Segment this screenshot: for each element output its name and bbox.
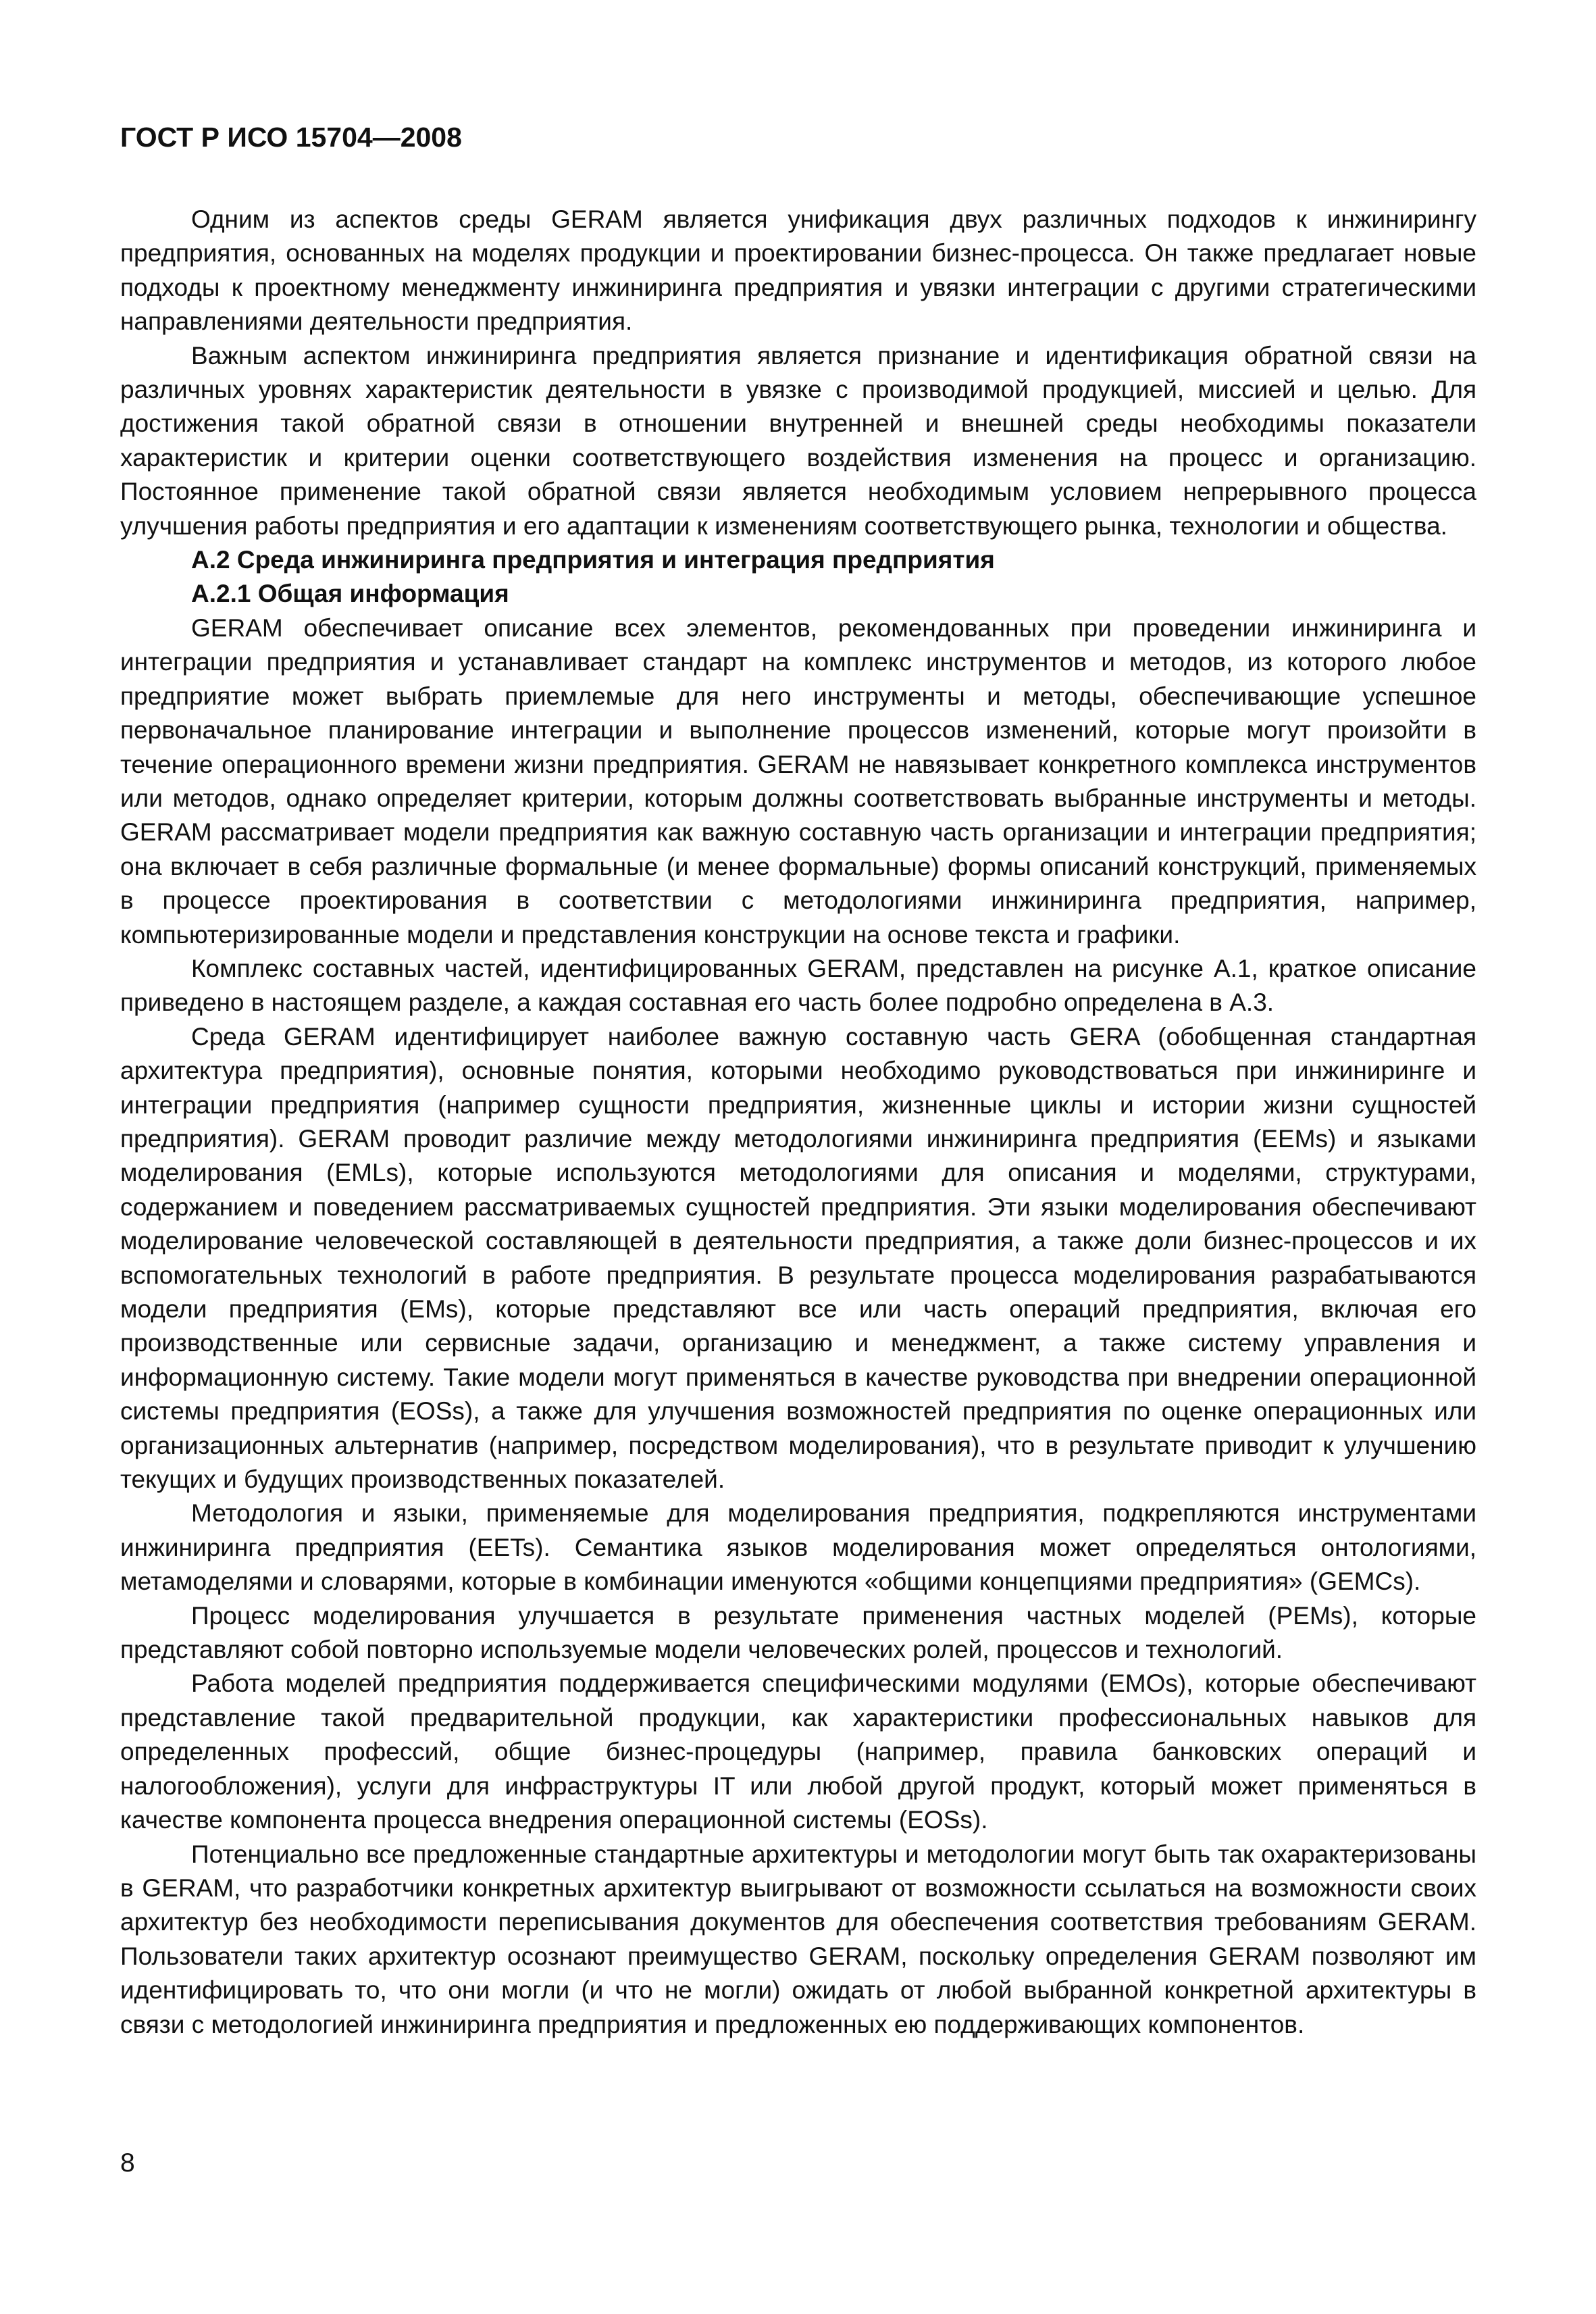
standard-designation: ГОСТ Р ИСО 15704—2008 — [120, 122, 462, 153]
paragraph: Потенциально все предложенные стандартные архитектуры и методологии могут быть так охарактеризованы в GERAM, что разработчики конкретных архитектур выигрывают от возможности ссылаться на возможности своих архитектур без необходимости переписывания документов для обеспечения соответствия требованиям GERAM. Пользователи таких архитектур осознают преимущество GERAM, поскольку определения GERAM позволяют им идентифицировать то, что они могли (и что не могли) ожидать от любой выбранной конкретной архитектуры в связи с методологией инжиниринга предприятия и предложенных ею поддерживающих компонентов. — [120, 1840, 1476, 2038]
paragraph: Одним из аспектов среды GERAM является унификация двух различных подходов к инжинирингу предприятия, основанных на моделях продукции и проектировании бизнес-процесса. Он также предлагает новые подходы к проектному менеджменту инжиниринга предприятия и увязки интеграции с другими стратегическими направлениями деятельности предприятия. — [120, 205, 1476, 336]
paragraph: Работа моделей предприятия поддерживается специфическими модулями (EMOs), которые обеспечивают представление такой предварительной продукции, как характеристики профессиональных навыков для определенных профессий, общие бизнес-процедуры (например, правила банковских операций и налогообложения), услуги для инфраструктуры IT или любой другой продукт, который может применяться в качестве компонента процесса внедрения операционной системы (EOSs). — [120, 1669, 1476, 1834]
section-heading: А.2 Среда инжиниринга предприятия и интеграция предприятия — [191, 546, 995, 574]
paragraph: Среда GERAM идентифицирует наиболее важную составную часть GERA (обобщенная стандартная архитектура предприятия), основные понятия, которыми необходимо руководствоваться при инжиниринге и интеграции предприятия (например сущности предприятия, жизненные циклы и истории жизни сущностей предприятия). GERAM проводит различие между методологиями инжиниринга предприятия (EEMs) и языками моделирования (EMLs), которые используются методологиями для описания и моделями, структурами, содержанием и поведением рассматриваемых сущностей предприятия. Эти языки моделирования обеспечивают моделирование человеческой составляющей в деятельности предприятия, а также доли бизнес-процессов и их вспомогательных технологий в работе предприятия. В результате процесса моделирования разрабатываются модели предприятия (EMs), которые представляют все или часть операций предприятия, включая его производственные или сервисные задачи, организацию и менеджмент, а также систему управления и информационную систему. Такие модели могут применяться в качестве руководства при внедрении операционной системы предприятия (EOSs), а также для улучшения возможностей предприятия по оценке операционных или организационных альтернатив (например, посредством моделирования), что в результате приводит к улучшению текущих и будущих производственных показателей. — [120, 1022, 1476, 1494]
subsection-heading: А.2.1 Общая информация — [191, 580, 509, 608]
paragraph: Процесс моделирования улучшается в результате применения частных моделей (PEMs), которые представляют собой повторно используемые модели человеческих ролей, процессов и технологий. — [120, 1601, 1476, 1664]
paragraph: Методология и языки, применяемые для моделирования предприятия, подкрепляются инструментами инжиниринга предприятия (EETs). Семантика языков моделирования может определяться онтологиями, метамоделями и словарями, которые в комбинации именуются «общими концепциями предприятия» (GEMCs). — [120, 1499, 1476, 1596]
page-number: 8 — [120, 2148, 135, 2178]
body-text — [120, 203, 1476, 2042]
paragraph: GERAM обеспечивает описание всех элементов, рекомендованных при проведении инжиниринга и интеграции предприятия и устанавливает стандарт на комплекс инструментов и методов, из которого любое предприятие может выбрать приемлемые для него инструменты и методы, обеспечивающие успешное первоначальное планирование интеграции и выполнение процессов изменений, которые могут произойти в течение операционного времени жизни предприятия. GERAM не навязывает конкретного комплекса инструментов или методов, однако определяет критерии, которым должны соответствовать выбранные инструменты и методы. GERAM рассматривает модели предприятия как важную составную часть организации и интеграции предприятия; она включает в себя различные формальные (и менее формальные) формы описаний конструкций, применяемых в процессе проектирования в соответствии с методологиями инжиниринга предприятия, например, компьютеризированные модели и представления конструкции на основе текста и графики. — [120, 613, 1476, 949]
paragraph: Важным аспектом инжиниринга предприятия является признание и идентификация обратной связи на различных уровнях характеристик деятельности в увязке с производимой продукцией, миссией и целью. Для достижения такой обратной связи в отношении внутренней и внешней среды необходимы показатели характеристик и критерии оценки соответствующего воздействия изменения на процесс и организацию. Постоянное применение такой обратной связи является необходимым условием непрерывного процесса улучшения работы предприятия и его адаптации к изменениям соответствующего рынка, технологии и общества. — [120, 341, 1476, 540]
paragraph: Комплекс составных частей, идентифицированных GERAM, представлен на рисунке А.1, краткое описание приведено в настоящем разделе, а каждая составная его часть более подробно определена в А.3. — [120, 954, 1476, 1017]
